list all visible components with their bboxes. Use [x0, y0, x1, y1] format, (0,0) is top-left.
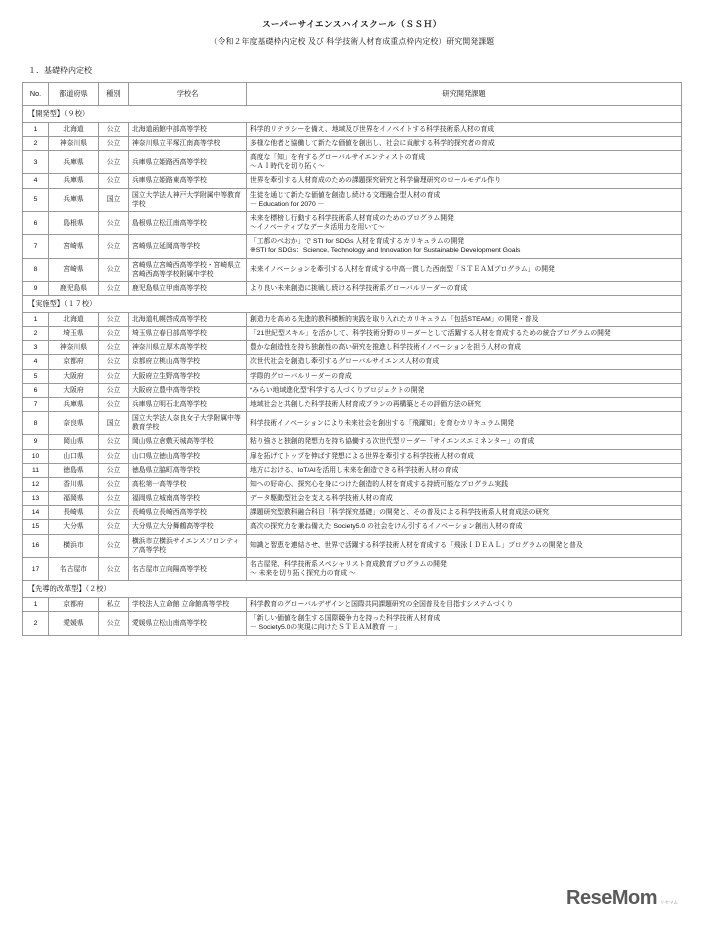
cell-theme: 「新しい価値を創生する国際競争力を持った科学技術人材育成 － Society5.0の実現に向けたＳＴＥＡＭ教育 －」	[247, 612, 682, 635]
table-row	[23, 151, 682, 174]
cell-theme: 知への好奇心、探究心を身につけた創造的人材を育成する持続可能なプログラム実践	[247, 477, 682, 491]
cell-no: 4	[23, 174, 49, 188]
table-row	[23, 598, 682, 612]
cell-kind: 公立	[99, 557, 129, 580]
cell-no: 8	[23, 258, 49, 281]
cell-school: 長崎県立長崎西高等学校	[129, 506, 247, 520]
cell-pref: 大阪府	[49, 369, 99, 383]
col-pref: 都道府県	[49, 83, 99, 106]
cell-kind: 公立	[99, 463, 129, 477]
cell-pref: 神奈川県	[49, 341, 99, 355]
table-row	[23, 341, 682, 355]
cell-no: 9	[23, 435, 49, 449]
table-row	[23, 534, 682, 557]
cell-pref: 兵庫県	[49, 397, 99, 411]
table-row	[23, 463, 682, 477]
cell-theme: 「21世紀型スキル」を活かして、科学技術分野のリーダーとして活躍する人材を育成するための統合プログラムの開発	[247, 327, 682, 341]
col-school: 学校名	[129, 83, 247, 106]
cell-theme: “みらい地域進化型”科学する人づくりプロジェクトの開発	[247, 383, 682, 397]
cell-kind: 公立	[99, 122, 129, 136]
cell-pref: 兵庫県	[49, 151, 99, 174]
table-row	[23, 435, 682, 449]
cell-pref: 京都府	[49, 598, 99, 612]
cell-school: 宮崎県立延岡高等学校	[129, 235, 247, 258]
cell-theme: 科学教育のグローバルデザインと国際共同課題研究の全国普及を目指すシステムづくり	[247, 598, 682, 612]
cell-theme: データ駆動型社会を支える科学技術人材の育成	[247, 492, 682, 506]
cell-kind: 公立	[99, 369, 129, 383]
cell-school: 福岡県立城南高等学校	[129, 492, 247, 506]
cell-school: 名古屋市立向陽高等学校	[129, 557, 247, 580]
cell-pref: 奈良県	[49, 412, 99, 435]
table-group-header	[23, 106, 682, 123]
cell-theme: 未来を標榜し行動する科学技術系人材育成のためのプログラム開発 ～イノベーティブなデータ活用力を用いて～	[247, 211, 682, 234]
table-header	[23, 83, 682, 106]
cell-theme: 粘り強さと独創的発想力を持ち協働する次世代型リーダー「サイエンスエミネンター」の育成	[247, 435, 682, 449]
table-row	[23, 258, 682, 281]
cell-kind: 公立	[99, 312, 129, 326]
cell-no: 2	[23, 136, 49, 150]
group-label: 【実施型】（１７校）	[23, 296, 682, 313]
cell-theme: 高次の探究力を兼ね備えた Society5.0 の社会をけん引するイノベーション創出人材の育成	[247, 520, 682, 534]
table-row	[23, 281, 682, 295]
col-kind: 種別	[99, 83, 129, 106]
cell-no: 9	[23, 281, 49, 295]
page-subtitle: （令和２年度基礎枠内定校 及び 科学技術人材育成重点枠内定校）研究開発課題	[209, 37, 495, 46]
table-row	[23, 211, 682, 234]
cell-pref: 愛媛県	[49, 612, 99, 635]
table-row	[23, 397, 682, 411]
cell-kind: 公立	[99, 449, 129, 463]
cell-kind: 公立	[99, 235, 129, 258]
table-row	[23, 136, 682, 150]
table-row	[23, 612, 682, 635]
table-row	[23, 506, 682, 520]
cell-kind: 公立	[99, 534, 129, 557]
section-heading: １．基礎枠内定校	[28, 66, 92, 75]
cell-pref: 宮崎県	[49, 258, 99, 281]
cell-school: 宮崎県立宮崎西高等学校・宮崎県立宮崎西高等学校附属中学校	[129, 258, 247, 281]
table-row	[23, 369, 682, 383]
cell-school: 鹿児島県立甲南高等学校	[129, 281, 247, 295]
table-row	[23, 188, 682, 211]
cell-no: 1	[23, 598, 49, 612]
cell-theme: 名古屋発、科学技術系スペシャリスト育成教育プログラムの開発 ～ 未来を切り拓く探究力の育成 ～	[247, 557, 682, 580]
cell-theme: 課題研究型教科融合科目「科学探究基礎」の開発と、その普及による科学技術系人材育成法の研究	[247, 506, 682, 520]
table-body	[23, 106, 682, 636]
cell-school: 国立大学法人奈良女子大学附属中等教育学校	[129, 412, 247, 435]
cell-no: 17	[23, 557, 49, 580]
cell-theme: 知識と智恵を連結させ、世界で活躍する科学技術人材を育成する「飛泳ＩＤＥＡＬ」プログラムの開発と普及	[247, 534, 682, 557]
cell-theme: 高度な「知」を有するグローバルサイエンティストの育成 ～ＡＩ時代を切り拓く～	[247, 151, 682, 174]
cell-school: 神奈川県立平塚江南高等学校	[129, 136, 247, 150]
table-row	[23, 174, 682, 188]
table-group-header	[23, 296, 682, 313]
cell-school: 横浜市立横浜サイエンスフロンティア高等学校	[129, 534, 247, 557]
cell-theme: 創造力を高める先進的教科横断的実践を取り入れたカリキュラム「包括STEAM」の開発・普及	[247, 312, 682, 326]
cell-theme: 多様な他者と協働して新たな価値を創出し、社会に貢献する科学的探究者の育成	[247, 136, 682, 150]
table-row	[23, 122, 682, 136]
resemom-logo	[566, 887, 678, 910]
cell-school: 神奈川県立厚木高等学校	[129, 341, 247, 355]
cell-no: 8	[23, 412, 49, 435]
cell-theme: 扉を拓げてトップを伸ばす発想による世界を牽引する科学技術人材の育成	[247, 449, 682, 463]
cell-no: 15	[23, 520, 49, 534]
cell-school: 愛媛県立松山南高等学校	[129, 612, 247, 635]
cell-school: 学校法人立命館 立命館高等学校	[129, 598, 247, 612]
cell-pref: 兵庫県	[49, 188, 99, 211]
cell-kind: 公立	[99, 506, 129, 520]
cell-theme: 地方における、IoT/AIを活用し未来を創造できる科学技術人材の育成	[247, 463, 682, 477]
cell-school: 北海道札幌啓成高等学校	[129, 312, 247, 326]
group-label: 【先導的改革型】（２校）	[23, 581, 682, 598]
cell-theme: 次世代社会を創造し牽引するグローバルサイエンス人材の育成	[247, 355, 682, 369]
cell-theme: 地域社会と共創した科学技術人材育成プランの再構築とその評価方法の研究	[247, 397, 682, 411]
cell-pref: 埼玉県	[49, 327, 99, 341]
col-theme: 研究開発課題	[247, 83, 682, 106]
cell-kind: 公立	[99, 520, 129, 534]
cell-pref: 神奈川県	[49, 136, 99, 150]
cell-school: 埼玉県立春日部高等学校	[129, 327, 247, 341]
cell-school: 大分県立大分舞鶴高等学校	[129, 520, 247, 534]
cell-theme: 豊かな創造性を持ち独創性の高い研究を推進し科学技術イノベーションを担う人材の育成	[247, 341, 682, 355]
cell-no: 6	[23, 383, 49, 397]
table-row	[23, 312, 682, 326]
cell-school: 兵庫県立明石北高等学校	[129, 397, 247, 411]
cell-kind: 公立	[99, 383, 129, 397]
cell-no: 4	[23, 355, 49, 369]
cell-kind: 公立	[99, 477, 129, 491]
cell-kind: 公立	[99, 341, 129, 355]
cell-kind: 公立	[99, 174, 129, 188]
cell-pref: 香川県	[49, 477, 99, 491]
cell-school: 北海道函館中部高等学校	[129, 122, 247, 136]
cell-theme: 生徒を通じて新たな価値を創造し続ける文理融合型人材の育成 － Education for 2070 －	[247, 188, 682, 211]
cell-kind: 国立	[99, 188, 129, 211]
cell-no: 3	[23, 151, 49, 174]
cell-pref: 鹿児島県	[49, 281, 99, 295]
cell-no: 13	[23, 492, 49, 506]
cell-kind: 国立	[99, 412, 129, 435]
cell-pref: 徳島県	[49, 463, 99, 477]
cell-kind: 私立	[99, 598, 129, 612]
cell-no: 10	[23, 449, 49, 463]
cell-no: 5	[23, 369, 49, 383]
cell-kind: 公立	[99, 612, 129, 635]
cell-school: 大阪府立豊中高等学校	[129, 383, 247, 397]
cell-no: 7	[23, 235, 49, 258]
cell-kind: 公立	[99, 397, 129, 411]
cell-pref: 横浜市	[49, 534, 99, 557]
table-row	[23, 235, 682, 258]
cell-no: 1	[23, 312, 49, 326]
cell-school: 島根県立松江南高等学校	[129, 211, 247, 234]
cell-pref: 京都府	[49, 355, 99, 369]
cell-kind: 公立	[99, 327, 129, 341]
logo-text: ReseMom	[566, 887, 658, 909]
cell-kind: 公立	[99, 355, 129, 369]
cell-pref: 大阪府	[49, 383, 99, 397]
table-row	[23, 383, 682, 397]
table-row	[23, 520, 682, 534]
cell-no: 7	[23, 397, 49, 411]
cell-pref: 福岡県	[49, 492, 99, 506]
cell-pref: 大分県	[49, 520, 99, 534]
table-row	[23, 477, 682, 491]
cell-theme: 「工都のべおか」で STI for SDGs 人材を育成するカリキュラムの開発 ※STI for SDGs：Science, Technology and Innovation for Sustainable Development Goals	[247, 235, 682, 258]
table-row	[23, 327, 682, 341]
cell-no: 12	[23, 477, 49, 491]
cell-no: 3	[23, 341, 49, 355]
cell-no: 14	[23, 506, 49, 520]
cell-no: 16	[23, 534, 49, 557]
cell-no: 2	[23, 327, 49, 341]
cell-kind: 公立	[99, 136, 129, 150]
page-title: スーパーサイエンスハイスクール（ＳＳＨ）	[262, 19, 442, 29]
cell-no: 6	[23, 211, 49, 234]
cell-theme: 未来イノベーションを牽引する人材を育成する中高一貫した西南型「ＳＴＥＡＭプログラム」の開発	[247, 258, 682, 281]
cell-no: 2	[23, 612, 49, 635]
table-row	[23, 449, 682, 463]
cell-theme: より良い未来創造に挑戦し続ける科学技術系グローバルリーダーの育成	[247, 281, 682, 295]
cell-school: 岡山県立倉敷天城高等学校	[129, 435, 247, 449]
cell-pref: 長崎県	[49, 506, 99, 520]
sch-table	[22, 82, 682, 636]
cell-school: 大阪府立生野高等学校	[129, 369, 247, 383]
table-row	[23, 557, 682, 580]
col-no: No.	[23, 83, 49, 106]
cell-theme: 世界を牽引する人材育成のための課題探究研究と科学倫理研究のロールモデル作り	[247, 174, 682, 188]
cell-theme: 科学的リテラシーを備え、地域及び世界をイノベイトする科学技術系人材の育成	[247, 122, 682, 136]
cell-pref: 兵庫県	[49, 174, 99, 188]
cell-theme: 科学技術イノベーションにより未来社会を創出する「飛躍知」を育むカリキュラム開発	[247, 412, 682, 435]
cell-kind: 公立	[99, 151, 129, 174]
table-row	[23, 492, 682, 506]
group-label: 【開発型】（９校）	[23, 106, 682, 123]
cell-no: 11	[23, 463, 49, 477]
cell-school: 山口県立徳山高等学校	[129, 449, 247, 463]
cell-no: 5	[23, 188, 49, 211]
cell-pref: 名古屋市	[49, 557, 99, 580]
cell-pref: 北海道	[49, 122, 99, 136]
cell-school: 高松第一高等学校	[129, 477, 247, 491]
cell-pref: 島根県	[49, 211, 99, 234]
table-group-header	[23, 581, 682, 598]
cell-school: 徳島県立脇町高等学校	[129, 463, 247, 477]
cell-kind: 公立	[99, 281, 129, 295]
cell-school: 国立大学法人神戸大学附属中等教育学校	[129, 188, 247, 211]
cell-theme: 学際的グローバルリーダーの育成	[247, 369, 682, 383]
cell-kind: 公立	[99, 258, 129, 281]
cell-kind: 公立	[99, 211, 129, 234]
logo-kana: リセマム	[660, 900, 678, 906]
table-row	[23, 412, 682, 435]
cell-school: 兵庫県立姫路西高等学校	[129, 151, 247, 174]
cell-no: 1	[23, 122, 49, 136]
cell-kind: 公立	[99, 492, 129, 506]
cell-school: 京都府立桃山高等学校	[129, 355, 247, 369]
cell-pref: 北海道	[49, 312, 99, 326]
cell-pref: 岡山県	[49, 435, 99, 449]
cell-pref: 宮崎県	[49, 235, 99, 258]
cell-school: 兵庫県立姫路東高等学校	[129, 174, 247, 188]
cell-pref: 山口県	[49, 449, 99, 463]
cell-kind: 公立	[99, 435, 129, 449]
table-row	[23, 355, 682, 369]
